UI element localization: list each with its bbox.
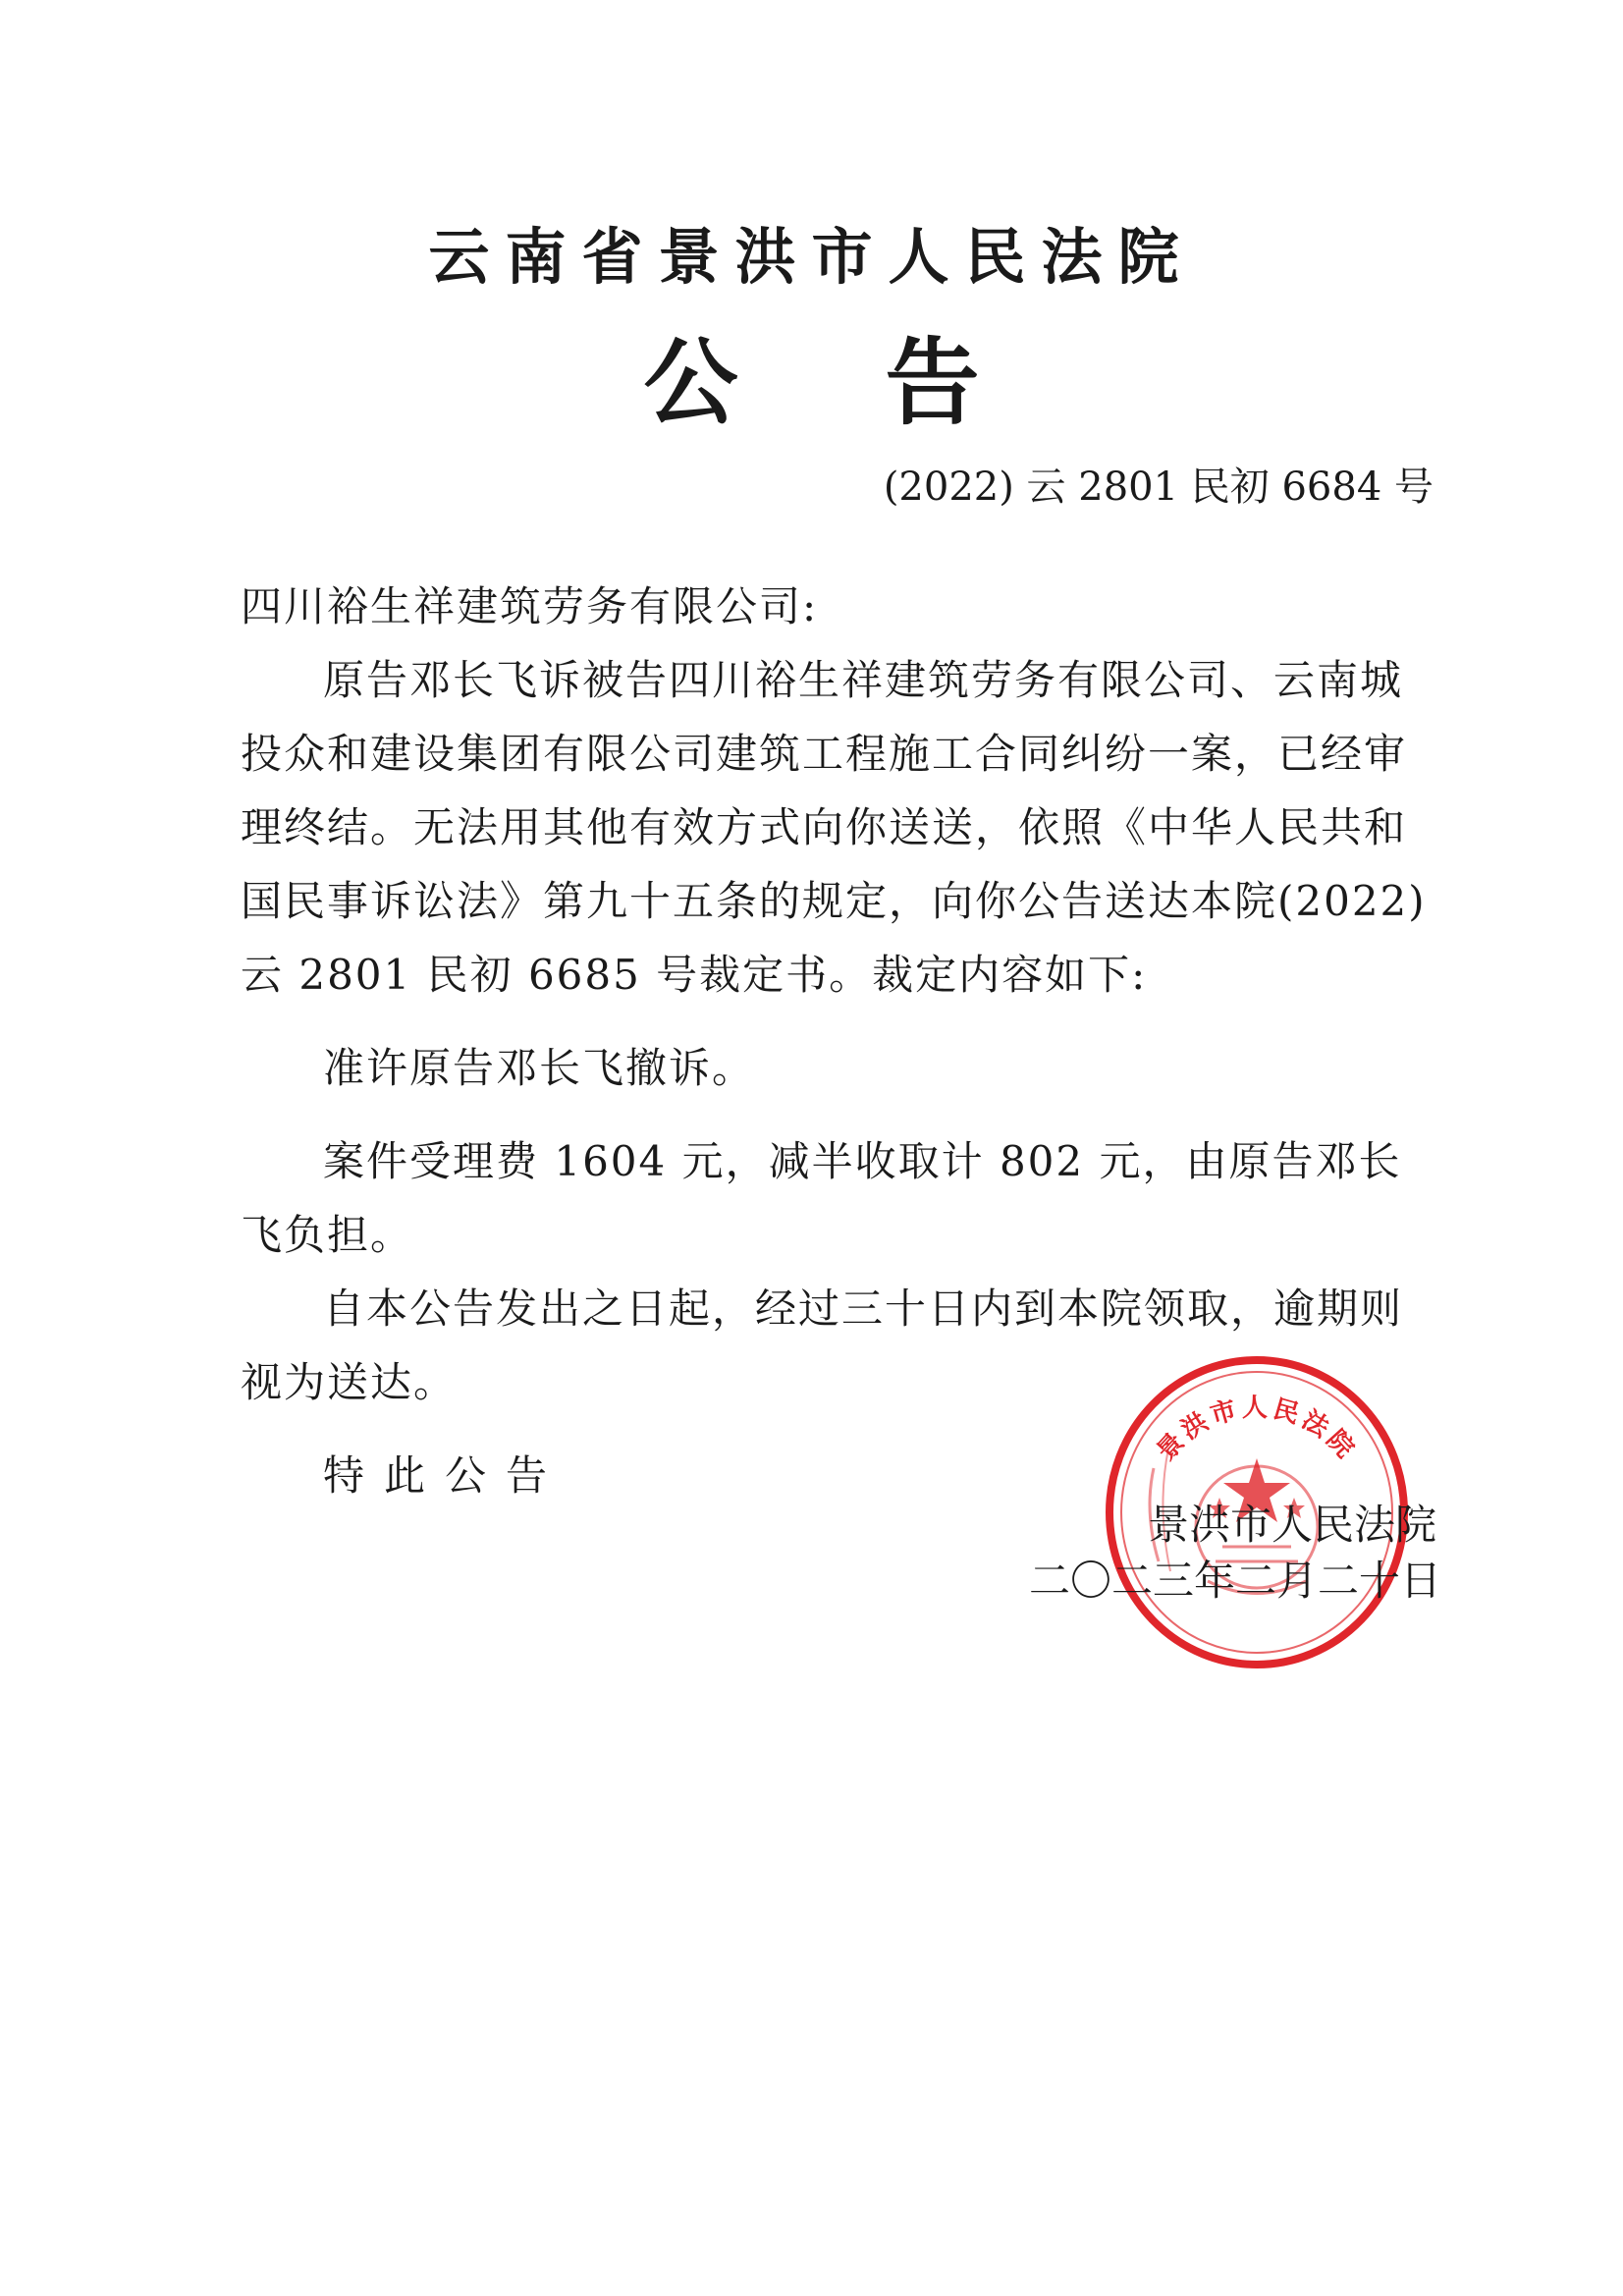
closing-text: 特此公告 (323, 1451, 568, 1500)
court-signature: 景洪市人民法院 (1147, 1501, 1436, 1549)
ruling-text: 准许原告邓长飞撤诉。 (323, 1044, 756, 1092)
pickup-text: 自本公告发出之日起，经过三十日内到本院领取，逾期则视为送达。 (241, 1285, 1404, 1406)
notice-title: 公告 (643, 327, 1127, 438)
notice-date: 二〇二三年二月二十日 (1028, 1557, 1441, 1605)
addressee: 四川裕生祥建筑劳务有限公司: (241, 582, 819, 630)
svg-text:景洪市人民法院 (1152, 1394, 1362, 1466)
case-number: (2022) 云 2801 民初 6684 号 (883, 465, 1434, 510)
notice-paragraph: 原告邓长飞诉被告四川裕生祥建筑劳务有限公司、云南城投众和建设集团有限公司建筑工程施工合同纠纷一案，已经审理终结。无法用其他有效方式向你送送，依照《中华人民共和国民事诉讼法》第九十五条的规定，向你公告送达本院(2022)云 2801 民初 6685 号裁定书。裁定内容如下: (241, 656, 1427, 999)
court-name: 云南省景洪市人民法院 (428, 221, 1195, 293)
seal-text: 景洪市人民法院 (1151, 1394, 1363, 1467)
fee-text: 案件受理费 1604 元，减半收取计 802 元，由原告邓长飞负担。 (241, 1137, 1402, 1259)
